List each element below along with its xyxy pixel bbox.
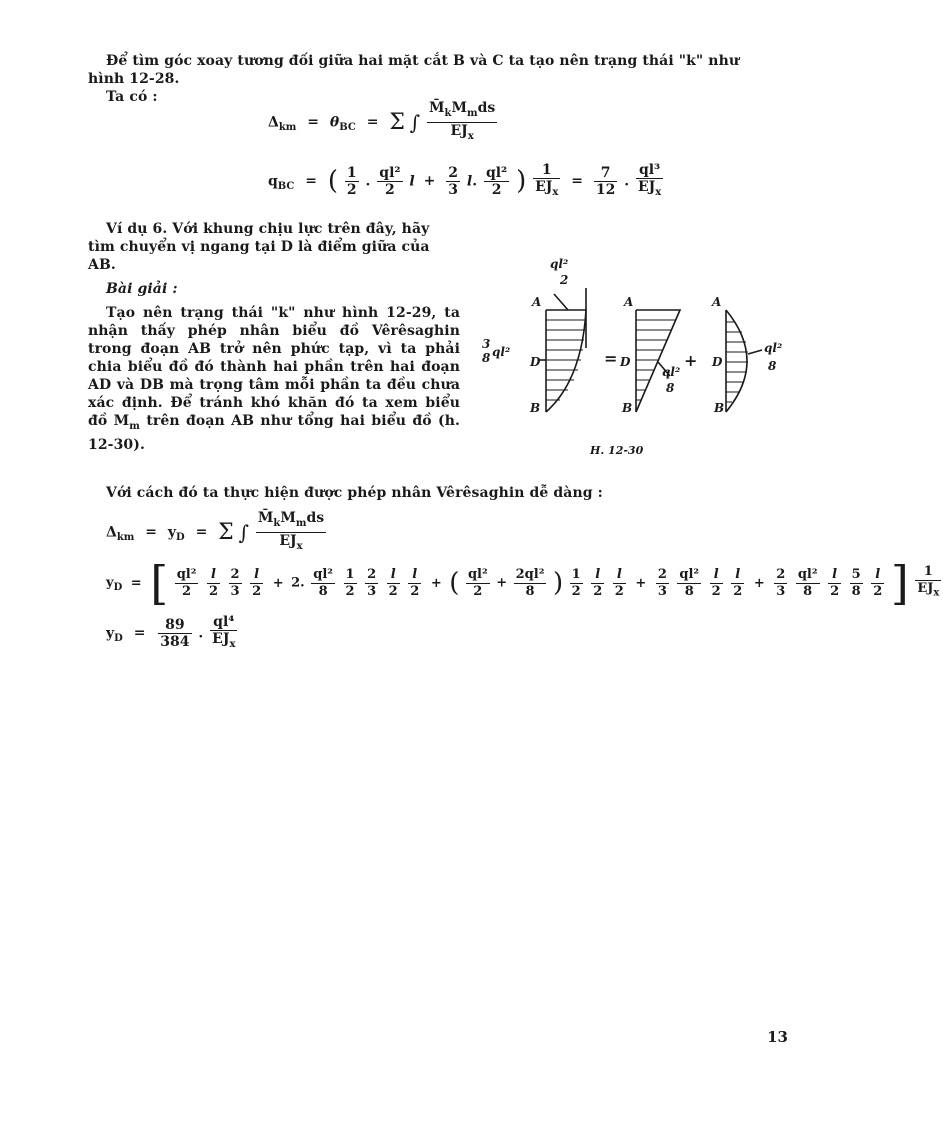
svg-text:A: A bbox=[712, 295, 722, 309]
example-text: Với khung chịu lực trên đây, hãy tìm chuyển vị ngang tại D là điểm giữa của AB. bbox=[88, 221, 430, 273]
solution-text: Tạo nên trạng thái "k" như hình 12-29, ta nhận thấy phép nhân biểu đồ Vêrêsaghin trong đoạn AB trở nên phức tạp, vì ta phải chia biểu đồ đó thành hai phần trên hai đoạn AD và DB mà trọng tâm mỗi phần ta đều chưa xác định. Để tránh khó khăn đó ta xem biểu đồ M bbox=[88, 305, 460, 429]
sigma-symbol: Σ bbox=[389, 109, 405, 135]
svg-text:8: 8 bbox=[482, 351, 491, 365]
equation-5: $y_D$ = $\frac{89}{384}$ . $\frac{\text{ql⁴}}{EJ_x}$ bbox=[106, 614, 236, 650]
svg-text:B: B bbox=[622, 401, 633, 415]
svg-text:8: 8 bbox=[666, 381, 675, 395]
moment-diagrams bbox=[478, 240, 808, 460]
svg-text:ql²: ql² bbox=[764, 341, 783, 355]
integral-symbol: ∫ bbox=[409, 110, 421, 135]
intro-line-2: hình 12-28. bbox=[88, 71, 180, 87]
intro-paragraph bbox=[88, 52, 794, 106]
svg-text:A: A bbox=[624, 295, 634, 309]
ta-co-line: Ta có : bbox=[106, 89, 158, 105]
svg-text:ql²: ql² bbox=[550, 257, 569, 271]
svg-text:=: = bbox=[604, 349, 618, 368]
svg-text:A: A bbox=[532, 295, 542, 309]
diagram-parabola bbox=[711, 295, 782, 415]
svg-text:2: 2 bbox=[560, 273, 569, 287]
intro-line-1: Để tìm góc xoay tương đối giữa hai mặt cắt B và C ta tạo nên trạng thái "k" như bbox=[106, 53, 740, 69]
svg-text:8: 8 bbox=[768, 359, 777, 373]
svg-text:B: B bbox=[530, 401, 541, 415]
equation-1: $\Delta_{km} = \theta_{BC} = \Sigma$ ∫ $\frac{M̄_kM_mds}{EJ_x}$ bbox=[268, 100, 499, 145]
svg-text:D: D bbox=[620, 355, 631, 369]
svg-text:ql²: ql² bbox=[492, 345, 511, 359]
page-number: 13 bbox=[767, 1028, 788, 1046]
svg-text:ql²: ql² bbox=[662, 365, 681, 379]
eq1-lhs: Δ bbox=[268, 114, 279, 131]
diagram-total bbox=[482, 257, 586, 415]
eq1-fraction: $\frac{M̄_kM_mds}{EJ_x}$ bbox=[429, 100, 496, 142]
example-label: Ví dụ 6. bbox=[106, 221, 168, 237]
figure-caption: H. 12-30 bbox=[590, 444, 644, 457]
svg-text:D: D bbox=[530, 355, 541, 369]
svg-text:3: 3 bbox=[482, 337, 491, 351]
equation-4: $y_D$ = [ $\frac{\text{ql²}}{2}$ $\frac{l}{2}$ $\frac{2}{3}$ $\frac{l}{2}$ + 2. $\frac{\text{ql²}}{8}$ $\frac{1}{2}$ $\frac{2}{3}$ $\frac{l}{2}$ $\frac{l}{2}$ + ( $\frac{\text{ql²}}{2}$ + $\frac{\text{2ql²}}{8}$ ) $\frac{1}{2}$ $\frac{l}{2}$ $\frac{l}{2}$ + $\frac{2}{3}$ $\frac{\text{ql²}}{8}$ $\frac{l}{2}$ $\frac{l}{2}$ + $\frac{2}{3}$ $\frac{\text{ql²}}{8}$ $\frac{l}{2}$ $\frac{5}{8}$ $\frac{l}{2}$ ] $\frac{1}{EJ_x}$ bbox=[106, 556, 940, 610]
svg-text:+: + bbox=[684, 351, 698, 370]
svg-text:B: B bbox=[714, 401, 725, 415]
svg-text:D: D bbox=[712, 355, 723, 369]
conclusion-line: Với cách đó ta thực hiện được phép nhân Vêrêsaghin dễ dàng : bbox=[106, 485, 603, 501]
figure-h12-30 bbox=[478, 240, 808, 460]
solution-label: Bài giải : bbox=[106, 281, 178, 297]
equation-2: $q_{BC}$ = ( $\frac{1}{2}$ . $\frac{\text{ql²}}{2}$ l + $\frac{2}{3}$ l. $\frac{\text{ql²}}{2}$ ) $\frac{1}{EJ_x}$ = $\frac{7}{12}$ . $\frac{\text{ql³}}{EJ_x}$ bbox=[268, 162, 662, 198]
diagram-linear bbox=[619, 295, 697, 415]
equation-3: $\Delta_{km} = y_D = \Sigma$ ∫ $\frac{M̄_kM_mds}{EJ_x}$ bbox=[106, 510, 325, 552]
example-paragraph: Ví dụ 6. Với khung chịu lực trên đây, hãy tìm chuyển vị ngang tại D là điểm giữa của AB. Bài giải : Tạo nên trạng thái "k" như hình 12-29, ta nhận thấy phép nhân biểu đồ Vêrêsaghin trong đoạn AB trở nên phức tạp, vì ta phải chia biểu đồ đó thành hai phần trên hai đoạn AD và DB mà trọng tâm mỗi phần ta đều chưa xác định. Để tránh khó khăn đó ta xem biểu đồ $M_m$ trên đoạn AB như tổng hai biểu đồ (h. 12-30). bbox=[88, 221, 460, 453]
